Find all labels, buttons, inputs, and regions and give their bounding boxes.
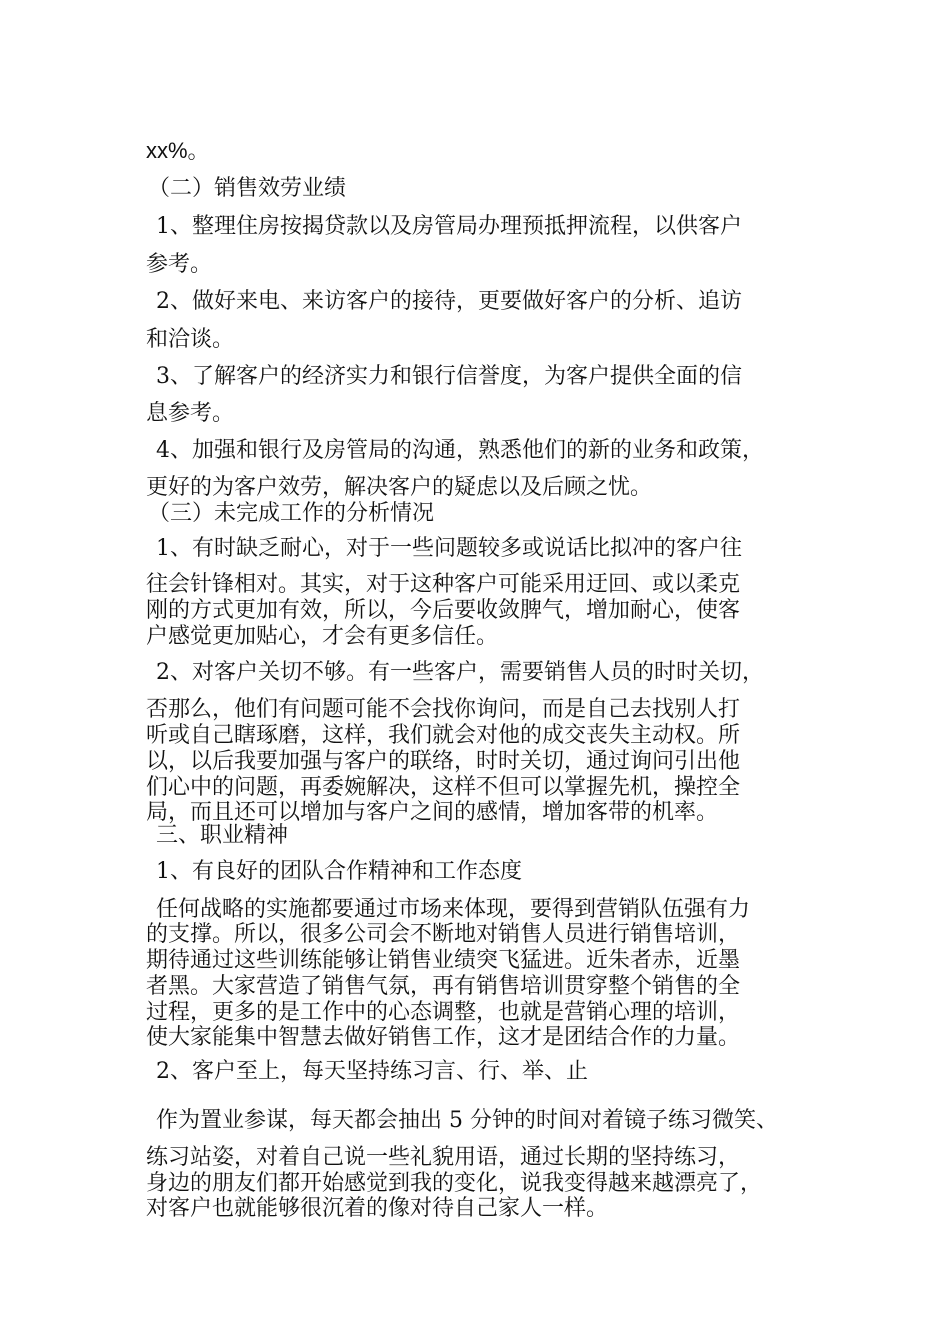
text-line: 1、有良好的团队合作精神和工作态度 bbox=[156, 859, 522, 884]
text-line: 户感觉更加贴心，才会有更多信任。 bbox=[146, 624, 499, 649]
text-line: 听或自己瞎琢磨，这样，我们就会对他的成交丧失主动权。所 bbox=[146, 723, 741, 748]
text-line: 作为置业参谋，每天都会抽出 5 分钟的时间对着镜子练习微笑、 bbox=[156, 1108, 778, 1133]
text-line: 否那么，他们有问题可能不会找你询问，而是自己去找别人打 bbox=[146, 697, 741, 722]
text-line: 以，以后我要加强与客户的联络，时时关切，通过询问引出他 bbox=[146, 749, 741, 774]
text-line: 期待通过这些训练能够让销售业绩突飞猛进。近朱者赤，近墨 bbox=[146, 948, 741, 973]
text-line: 对客户也就能够很沉着的像对待自己家人一样。 bbox=[146, 1196, 609, 1221]
text-line: 1、整理住房按揭贷款以及房管局办理预抵押流程，以供客户 bbox=[156, 214, 742, 239]
text-line: 使大家能集中智慧去做好销售工作，这才是团结合作的力量。 bbox=[146, 1025, 741, 1050]
text-line: 1、有时缺乏耐心，对于一些问题较多或说话比拟冲的客户往 bbox=[156, 536, 742, 561]
text-line: 们心中的问题，再委婉解决，这样不但可以掌握先机，操控全 bbox=[146, 775, 741, 800]
text-line: 参考。 bbox=[146, 252, 213, 277]
text-line: 更好的为客户效劳，解决客户的疑虑以及后顾之忧。 bbox=[146, 475, 653, 500]
text-line: 和洽谈。 bbox=[146, 327, 235, 352]
section-heading: 三、职业精神 bbox=[156, 823, 289, 848]
text-line: 3、了解客户的经济实力和银行信誉度，为客户提供全面的信 bbox=[156, 364, 742, 389]
text-line: 任何战略的实施都要通过市场来体现，要得到营销队伍强有力 bbox=[156, 897, 751, 922]
section-heading: （二）销售效劳业绩 bbox=[148, 176, 347, 201]
text-line: 局，而且还可以增加与客户之间的感情，增加客带的机率。 bbox=[146, 800, 719, 825]
text-line: 者黑。大家营造了销售气氛，再有销售培训贯穿整个销售的全 bbox=[146, 974, 741, 999]
text-line: 的支撑。所以，很多公司会不断地对销售人员进行销售培训， bbox=[146, 922, 741, 947]
text-line: 刚的方式更加有效，所以，今后要收敛脾气，增加耐心，使客 bbox=[146, 598, 741, 623]
text-line: 2、做好来电、来访客户的接待，更要做好客户的分析、追访 bbox=[156, 289, 742, 314]
text-line: xx%。 bbox=[146, 138, 210, 163]
text-line: 2、对客户关切不够。有一些客户，需要销售人员的时时关切， bbox=[156, 660, 764, 685]
text-line: 往会针锋相对。其实，对于这种客户可能采用迂回、或以柔克 bbox=[146, 572, 741, 597]
section-heading: （三）未完成工作的分析情况 bbox=[148, 501, 435, 526]
text-line: 息参考。 bbox=[146, 401, 235, 426]
text-line: 2、客户至上，每天坚持练习言、行、举、止 bbox=[156, 1059, 588, 1084]
text-line: 4、加强和银行及房管局的沟通，熟悉他们的新的业务和政策， bbox=[156, 438, 764, 463]
text-line: 练习站姿，对着自己说一些礼貌用语，通过长期的坚持练习， bbox=[146, 1145, 741, 1170]
text-line: 身边的朋友们都开始感觉到我的变化，说我变得越来越漂亮了， bbox=[146, 1171, 763, 1196]
text-line: 过程，更多的是工作中的心态调整，也就是营销心理的培训， bbox=[146, 1000, 741, 1025]
